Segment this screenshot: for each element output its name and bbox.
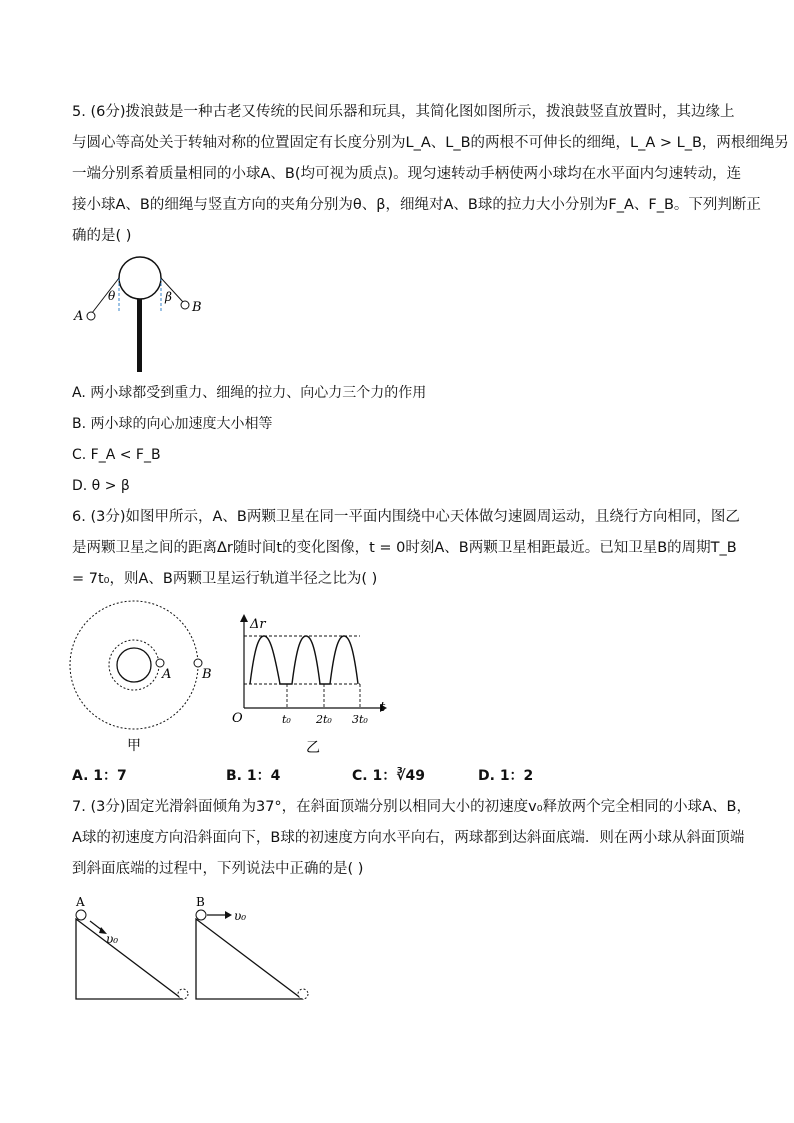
- q6-origin-label: O: [232, 711, 243, 726]
- q5-option-c[interactable]: C. F_A < F_B: [72, 447, 161, 463]
- q5-ball-b: [181, 301, 189, 309]
- q7-b-label: B: [196, 895, 205, 909]
- q7-incline-a: [76, 919, 182, 999]
- q5-line-2: 与圆心等高处关于转轴对称的位置固定有长度分别为L_A、L_B的两根不可伸长的细绳，L_A > L_B，两根细绳另: [72, 135, 789, 151]
- q6-line-2: 是两颗卫星之间的距离Δr随时间t的变化图像，t = 0时刻A、B两颗卫星相距最近。已知卫星B的周期T_B: [72, 540, 737, 556]
- q6-option-b[interactable]: B. 1：4: [226, 768, 281, 784]
- q6-orbit-figure: [66, 598, 216, 758]
- q7-ball-b-end: [298, 989, 308, 999]
- q6-tick-t0: t₀: [282, 713, 291, 726]
- q7-ball-a-end: [178, 989, 188, 999]
- q5-line-1: 5. (6分)拨浪鼓是一种古老又传统的民间乐器和玩具，其简化图如图所示，拨浪鼓竖直放置时，其边缘上: [72, 104, 735, 120]
- q6-x-axis-label: t: [380, 700, 386, 715]
- q5-option-a[interactable]: A. 两小球都受到重力、细绳的拉力、向心力三个力的作用: [72, 385, 427, 401]
- q5-line-3: 一端分别系着质量相同的小球A、B(均可视为质点)。现匀速转动手柄使两小球均在水平面内匀速转动，连: [72, 166, 742, 182]
- q6-caption-left: 甲: [127, 738, 141, 754]
- q6-tick-3t0: 3t₀: [352, 713, 368, 726]
- q5-option-d[interactable]: D. θ > β: [72, 478, 130, 494]
- q6-y-axis-label: Δr: [250, 617, 266, 632]
- q7-ball-b: [196, 910, 206, 920]
- q5-line-5: 确的是( ): [72, 228, 132, 244]
- q7-ball-a: [76, 910, 86, 920]
- q6-line-1: 6. (3分)如图甲所示，A、B两颗卫星在同一平面内围绕中心天体做匀速圆周运动，且绕行方向相同，图乙: [72, 509, 740, 525]
- q7-line-2: A球的初速度方向沿斜面向下，B球的初速度方向水平向右，两球都到达斜面底端．则在两小球从斜面顶端: [72, 830, 745, 846]
- q5-option-b[interactable]: B. 两小球的向心加速度大小相等: [72, 416, 273, 432]
- q6-satellite-a: [156, 659, 164, 667]
- q5-a-label: A: [74, 309, 84, 324]
- q6-distance-time-graph: [232, 612, 392, 760]
- q5-ball-a: [87, 312, 95, 320]
- q5-theta-label: θ: [108, 289, 116, 303]
- q7-incline-b: [196, 919, 302, 999]
- q5-line-4: 接小球A、B的细绳与竖直方向的夹角分别为θ、β，细绳对A、B球的拉力大小分别为F_A、F_B。下列判断正: [72, 197, 761, 213]
- q6-line-3: = 7t₀，则A、B两颗卫星运行轨道半径之比为( ): [72, 571, 378, 587]
- q6-tick-2t0: 2t₀: [316, 713, 332, 726]
- q6-a-label: A: [162, 667, 172, 682]
- q5-drum-handle: [137, 296, 142, 372]
- q6-delta-r-curve: [250, 636, 358, 684]
- q7-v0-label-a: υ₀: [106, 932, 119, 946]
- q7-line-1: 7. (3分)固定光滑斜面倾角为37°，在斜面顶端分别以相同大小的初速度v₀释放两个完全相同的小球A、B，: [72, 799, 751, 815]
- q5-beta-label: β: [165, 290, 172, 304]
- q7-incline-b-figure: [190, 893, 320, 1005]
- q7-v0-label-b: υ₀: [234, 909, 247, 923]
- q6-option-d[interactable]: D. 1：2: [478, 768, 534, 784]
- q5-rattle-drum-figure: [70, 250, 220, 375]
- q6-option-c[interactable]: C. 1：∛49: [352, 768, 426, 784]
- q6-satellite-b: [194, 659, 202, 667]
- q7-line-3: 到斜面底端的过程中，下列说法中正确的是( ): [72, 861, 364, 877]
- q7-a-label: A: [76, 895, 85, 909]
- q7-incline-a-figure: [70, 893, 200, 1005]
- q5-drum-circle: [119, 257, 161, 299]
- q6-caption-right: 乙: [306, 740, 320, 756]
- q6-central-body: [117, 648, 151, 682]
- q6-b-label: B: [202, 667, 212, 682]
- q5-b-label: B: [192, 300, 202, 315]
- q6-option-a[interactable]: A. 1：7: [72, 768, 127, 784]
